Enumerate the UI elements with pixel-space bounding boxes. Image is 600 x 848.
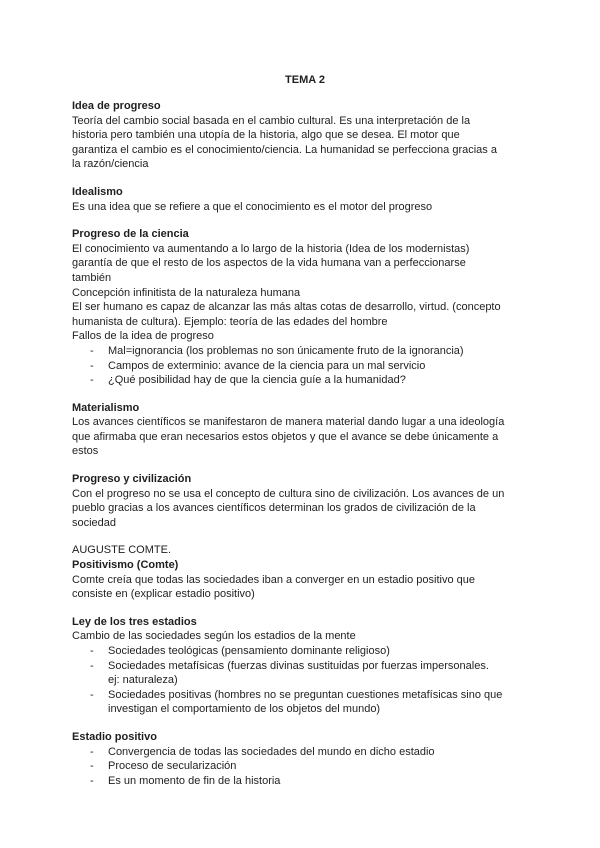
dash-bullet-icon: - xyxy=(90,745,94,758)
bullet-list xyxy=(72,344,532,388)
section xyxy=(72,99,532,172)
section-heading: Idea de progreso xyxy=(72,100,161,112)
paragraph-line: estos xyxy=(72,445,99,458)
section-heading: Materialismo xyxy=(72,401,140,414)
bullet-text: Campos de exterminio: avance de la ciencia para un mal servicio xyxy=(108,359,426,372)
paragraph-line: pueblo gracias a los avances científicos determinan los grados de civilización de la xyxy=(72,502,476,515)
bullet-item xyxy=(72,745,532,760)
paragraph-line: consiste en (explicar estadio positivo) xyxy=(72,588,255,601)
dash-bullet-icon: - xyxy=(90,760,94,773)
paragraph-line: Es una idea que se refiere a que el conocimiento es el motor del progreso xyxy=(72,200,433,213)
bullet-text: Convergencia de todas las sociedades del mundo en dicho estadio xyxy=(108,745,435,758)
bullet-text: Mal=ignorancia (los problemas no son únicamente fruto de la ignorancia) xyxy=(108,344,464,357)
section-preheading: AUGUSTE COMTE. xyxy=(72,544,172,557)
bullet-text: Sociedades teológicas (pensamiento dominante religioso) xyxy=(108,645,390,657)
section-heading: Ley de los tres estadios xyxy=(72,615,197,628)
bullet-text: ej: naturaleza) xyxy=(108,674,178,687)
bullet-text: Es un momento de fin de la historia xyxy=(108,774,281,787)
dash-bullet-icon: - xyxy=(90,359,94,372)
section xyxy=(72,401,532,459)
paragraph-line: también xyxy=(72,271,112,284)
bullet-text: Proceso de secularización xyxy=(108,760,237,773)
bullet-text: Sociedades positivas (hombres no se preguntan cuestiones metafísicas sino que xyxy=(108,688,503,701)
bullet-item xyxy=(72,774,532,789)
dash-bullet-icon: - xyxy=(90,659,94,672)
document-content xyxy=(72,73,532,801)
dash-bullet-icon: - xyxy=(90,645,94,657)
paragraph-line: Los avances científicos se manifestaron de manera material dando lugar a una ideología xyxy=(72,416,505,429)
section xyxy=(72,472,532,530)
dash-bullet-icon: - xyxy=(90,374,94,387)
paragraph-line: Concepción infinitista de la naturaleza humana xyxy=(72,286,301,299)
bullet-text: Sociedades metafísicas (fuerzas divinas sustituidas por fuerzas impersonales. xyxy=(108,659,489,672)
paragraph-line: El ser humano es capaz de alcanzar las más altas cotas de desarrollo, virtud. (concepto xyxy=(72,301,501,314)
section xyxy=(72,227,532,388)
paragraph-line: Cambio de las sociedades según los estadios de la mente xyxy=(72,630,356,643)
paragraph-line: garantiza el cambio es el conocimiento/ciencia. La humanidad se perfecciona gracias a xyxy=(72,143,497,156)
section-heading: Progreso y civilización xyxy=(72,473,192,486)
dash-bullet-icon: - xyxy=(90,688,94,701)
paragraph-line: El conocimiento va aumentando a lo largo de la historia (Idea de los modernistas) xyxy=(72,242,470,255)
paragraph-line: historia pero también una utopía de la historia, algo que se desea. El motor que xyxy=(72,129,460,142)
bullet-text: ¿Qué posibilidad hay de que la ciencia guíe a la humanidad? xyxy=(108,374,406,387)
bullet-text: investigan el comportamiento de los objetos del mundo) xyxy=(108,703,381,716)
section xyxy=(72,185,532,214)
paragraph-line: Fallos de la idea de progreso xyxy=(72,330,214,343)
paragraph-line: Teoría del cambio social basada en el cambio cultural. Es una interpretación de la xyxy=(72,114,471,127)
section-heading: Estadio positivo xyxy=(72,730,157,743)
section xyxy=(72,615,532,717)
paragraph-line: Con el progreso no se usa el concepto de cultura sino de civilización. Los avances de un xyxy=(72,487,505,500)
bullet-list xyxy=(72,644,532,717)
paragraph-line: sociedad xyxy=(72,516,117,529)
bullet-item xyxy=(72,688,532,717)
section xyxy=(72,543,532,601)
section xyxy=(72,730,532,788)
dash-bullet-icon: - xyxy=(90,774,94,787)
bullet-item xyxy=(72,644,532,659)
bullet-item xyxy=(72,344,532,359)
section-heading: Idealismo xyxy=(72,185,123,198)
bullet-list xyxy=(72,745,532,789)
paragraph-line: humanista de cultura). Ejemplo: teoría de las edades del hombre xyxy=(72,315,388,328)
bullet-item xyxy=(72,373,532,388)
section-heading: Positivismo (Comte) xyxy=(72,559,179,572)
dash-bullet-icon: - xyxy=(90,344,94,357)
bullet-item xyxy=(72,359,532,374)
section-heading: Progreso de la ciencia xyxy=(72,228,189,241)
paragraph-line: que afirmaba que eran necesarios estos objetos y que el avance se debe únicamente a xyxy=(72,430,499,443)
paragraph-line: garantía de que el resto de los aspectos de la vida humana van a perfeccionarse xyxy=(72,257,466,270)
bullet-item xyxy=(72,759,532,774)
paragraph-line: Comte creía que todas las sociedades iban a converger en un estadio positivo que xyxy=(72,573,475,586)
bullet-item xyxy=(72,659,532,688)
paragraph-line: la razón/ciencia xyxy=(72,158,149,171)
document-title: TEMA 2 xyxy=(285,74,325,86)
